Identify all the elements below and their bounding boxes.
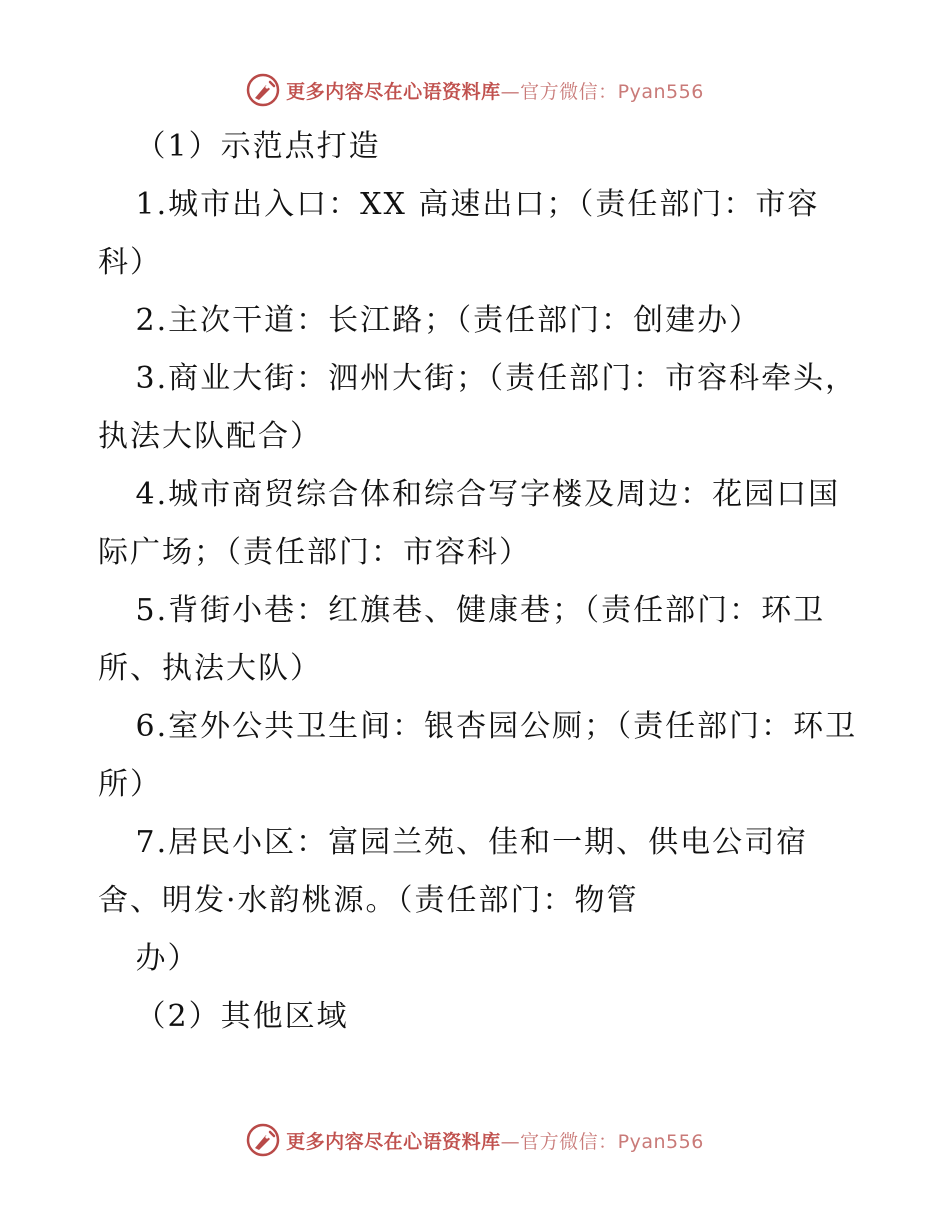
- section-heading-2: （2）其他区域: [135, 999, 349, 1034]
- list-item-3: 3.商业大街：泗州大街；（责任部门：市容科牵头，执法大队配合）: [98, 361, 858, 454]
- watermark-main-text: 更多内容尽在心语资料库: [286, 80, 501, 103]
- watermark-wechat-text: —官方微信：Pyan556: [500, 1130, 704, 1153]
- watermark-text: [286, 1127, 704, 1154]
- list-item-5: 5.背街小巷：红旗巷、健康巷；（责任部门：环卫所、执法大队）: [98, 593, 826, 686]
- list-item-4: 4.城市商贸综合体和综合写字楼及周边：花园口国际广场；（责任部门：市容科）: [98, 477, 841, 570]
- pen-nib-logo-icon: [246, 73, 280, 107]
- watermark-text: [286, 77, 704, 104]
- watermark-wechat-text: —官方微信：Pyan556: [500, 80, 704, 103]
- list-item-7: 7.居民小区：富园兰苑、佳和一期、供电公司宿舍、明发·水韵桃源。（责任部门：物管: [98, 825, 809, 918]
- watermark-main-text: 更多内容尽在心语资料库: [286, 1130, 501, 1153]
- list-item-2: 2.主次干道：长江路；（责任部门：创建办）: [135, 303, 762, 338]
- document-body: [98, 118, 858, 1046]
- list-item-1: 1.城市出入口：XX 高速出口；（责任部门：市容科）: [98, 187, 820, 280]
- list-item-6: 6.室外公共卫生间：银杏园公厕；（责任部门：环卫所）: [98, 709, 858, 802]
- list-item-7-continuation: 办）: [135, 941, 200, 976]
- header-watermark: [0, 70, 950, 110]
- pen-nib-logo-icon: [246, 1123, 280, 1157]
- footer-watermark: [0, 1120, 950, 1160]
- section-heading-1: （1）示范点打造: [135, 129, 381, 164]
